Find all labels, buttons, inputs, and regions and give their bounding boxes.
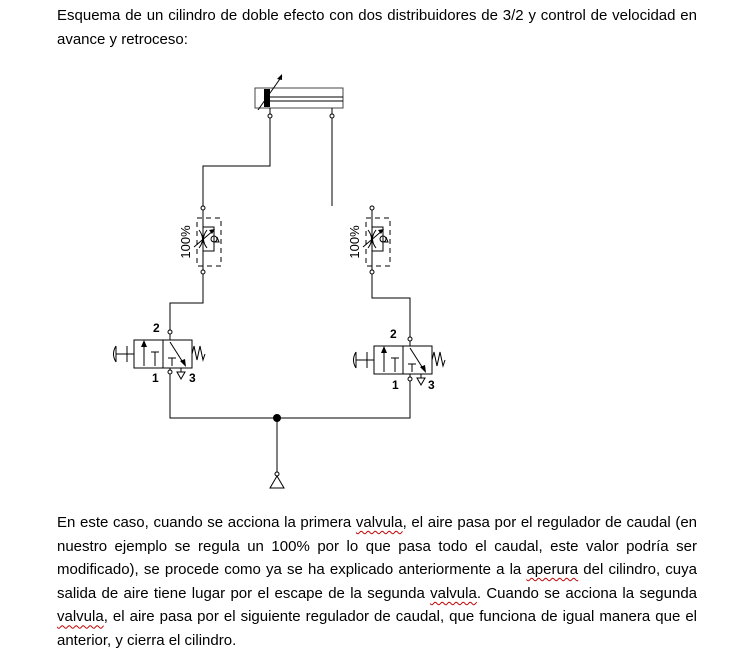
regulator-left-label: 100% bbox=[178, 225, 193, 259]
regulator-right-label: 100% bbox=[347, 225, 362, 259]
valve-left-port-3: 3 bbox=[189, 371, 196, 385]
intro-paragraph: Esquema de un cilindro de doble efecto con dos distribuidores de 3/2 y control de velocidad en avance y retroceso: bbox=[57, 7, 697, 48]
body-text-5: , el aire pasa por el siguiente regulador de caudal, que funciona de igual manera que el anterior, y cierra el cilindro. bbox=[57, 608, 697, 649]
pneumatic-lines bbox=[170, 118, 410, 472]
misspelled-word-valvula-3: valvula bbox=[57, 608, 104, 626]
valve-right-port-3: 3 bbox=[428, 378, 435, 392]
misspelled-word-valvula-2: valvula bbox=[430, 584, 477, 602]
body-text-4: . Cuando se acciona la segunda bbox=[476, 584, 697, 602]
body-text-2: , el aire pasa por el regulador de caudal (en nuestro ejemplo se regula un 100% por lo que pasa todo el caudal, este valor podría ser modificado), se procede como ya se ha explicado anteriormente a la bbox=[57, 514, 697, 579]
pressure-source bbox=[270, 472, 284, 488]
flow-regulator-right bbox=[363, 206, 390, 274]
flow-regulator-left bbox=[194, 206, 221, 274]
junction-node bbox=[273, 414, 281, 422]
body-text-3: del cilindro, cuya salida de aire tiene lugar por el escape de la segunda bbox=[57, 561, 697, 602]
valve-left-port-2: 2 bbox=[153, 321, 160, 335]
misspelled-word-aperura: aperura bbox=[526, 561, 579, 579]
misspelled-word-valvula-1: valvula bbox=[355, 514, 403, 531]
body-paragraph bbox=[57, 511, 697, 653]
valve-right-port-2: 2 bbox=[390, 327, 397, 341]
valve-left-port-1: 1 bbox=[152, 371, 159, 385]
body-text-1: En este caso, cuando se acciona la primera bbox=[57, 514, 356, 531]
valve-right-port-1: 1 bbox=[392, 378, 399, 392]
double-acting-cylinder bbox=[255, 74, 343, 118]
